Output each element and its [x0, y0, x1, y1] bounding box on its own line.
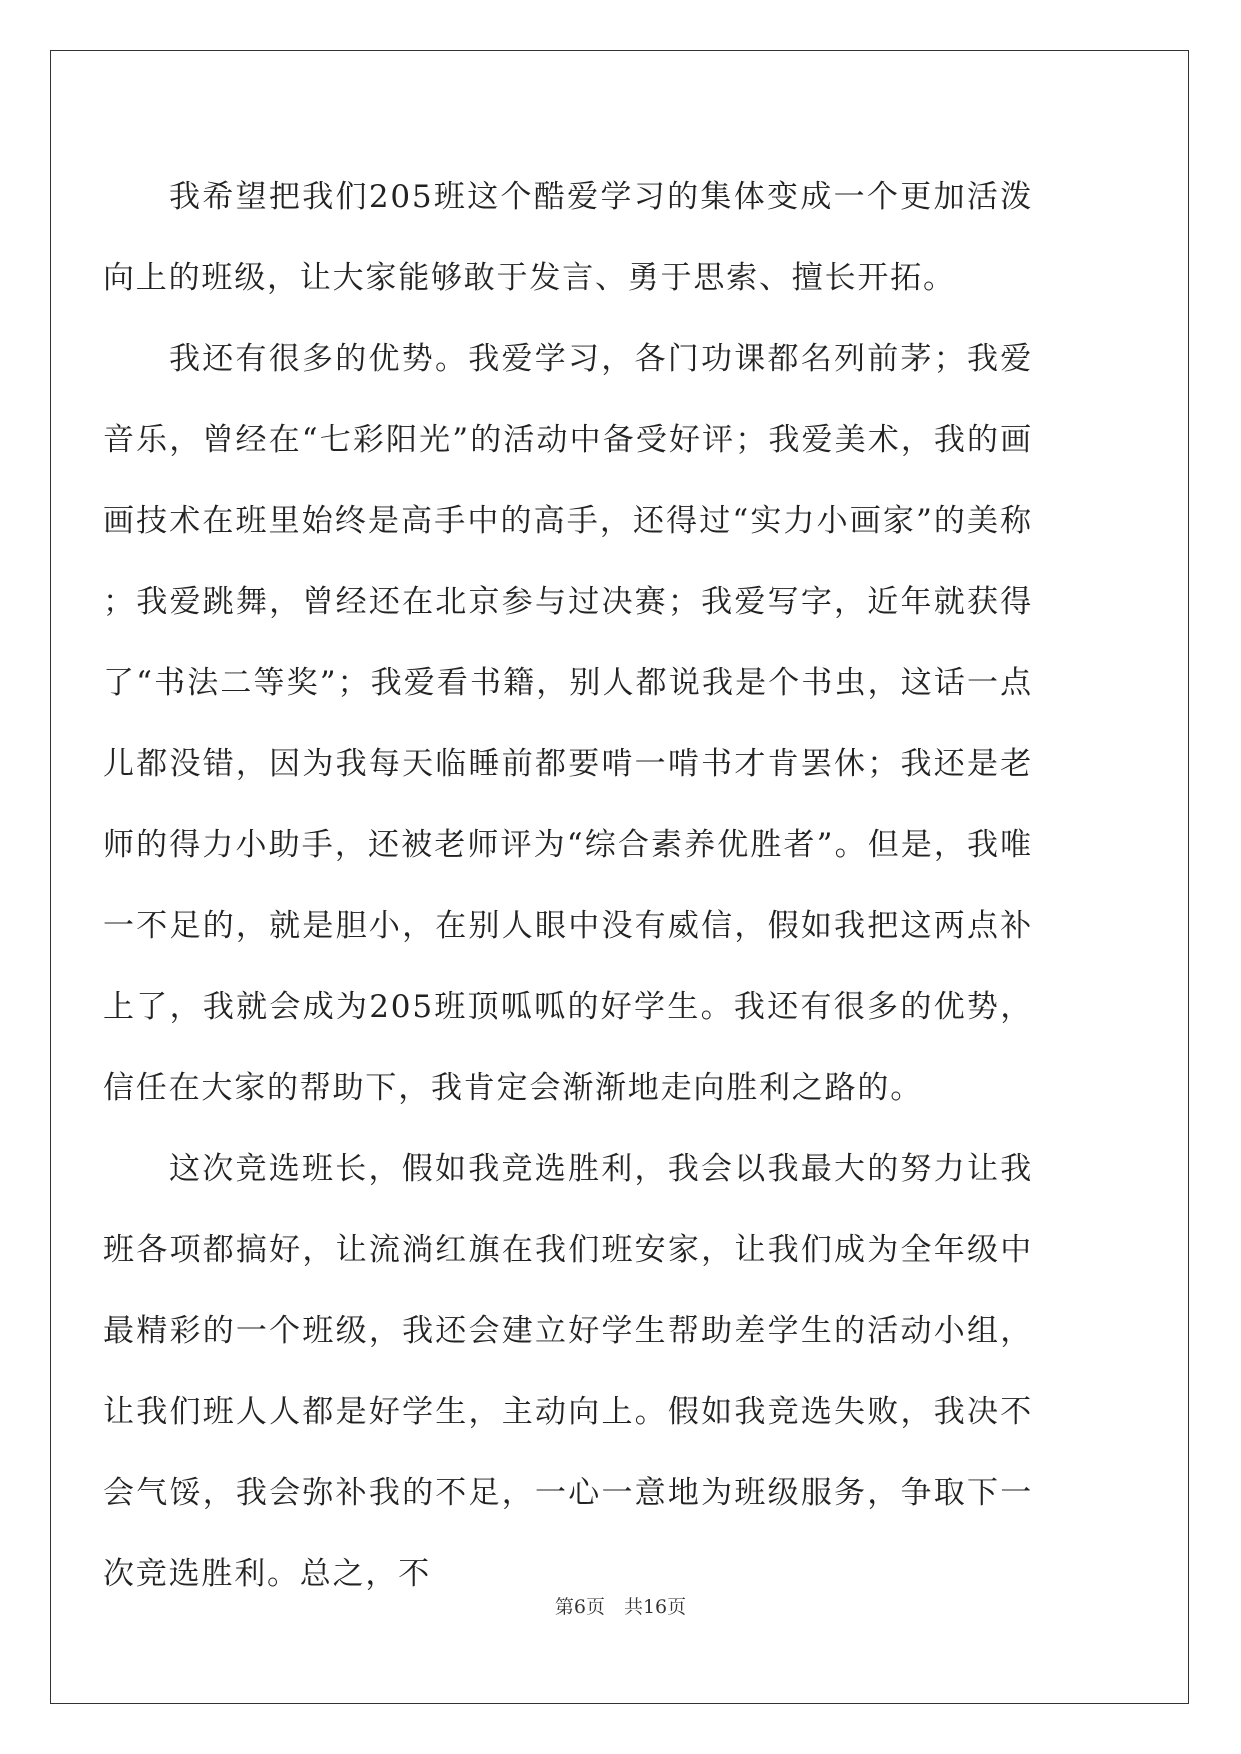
paragraph-goal: 我希望把我们205班这个酷爱学习的集体变成一个更加活泼向上的班级，让大家能够敢于发言、勇于思索、擅长开拓。: [103, 179, 1033, 296]
paragraph-strengths: 我还有很多的优势。我爱学习，各门功课都名列前茅；我爱音乐，曾经在“七彩阳光”的活动中备受好评；我爱美术，我的画画技术在班里始终是高手中的高手，还得过“实力小画家”的美称；我爱跳舞，曾经还在北京参与过决赛；我爱写字，近年就获得了“书法二等奖”；我爱看书籍，别人都说我是个书虫，这话一点儿都没错，因为我每天临睡前都要啃一啃书才肯罢休；我还是老师的得力小助手，还被老师评为“综合素养优胜者”。但是，我唯一不足的，就是胆小，在别人眼中没有威信，假如我把这两点补上了，我就会成为205班顶呱呱的好学生。我还有很多的优势，信任在大家的帮助下，我肯定会渐渐地走向胜利之路的。: [103, 341, 1033, 1106]
page-number-footer: 第6页 共16页: [554, 1596, 687, 1618]
document-body: [103, 157, 1033, 1615]
paragraph-campaign: 这次竞选班长，假如我竞选胜利，我会以我最大的努力让我班各项都搞好，让流淌红旗在我们班安家，让我们成为全年级中最精彩的一个班级，我还会建立好学生帮助差学生的活动小组，让我们班人人都是好学生，主动向上。假如我竞选失败，我决不会气馁，我会弥补我的不足，一心一意地为班级服务，争取下一次竞选胜利。总之，不: [103, 1151, 1033, 1592]
